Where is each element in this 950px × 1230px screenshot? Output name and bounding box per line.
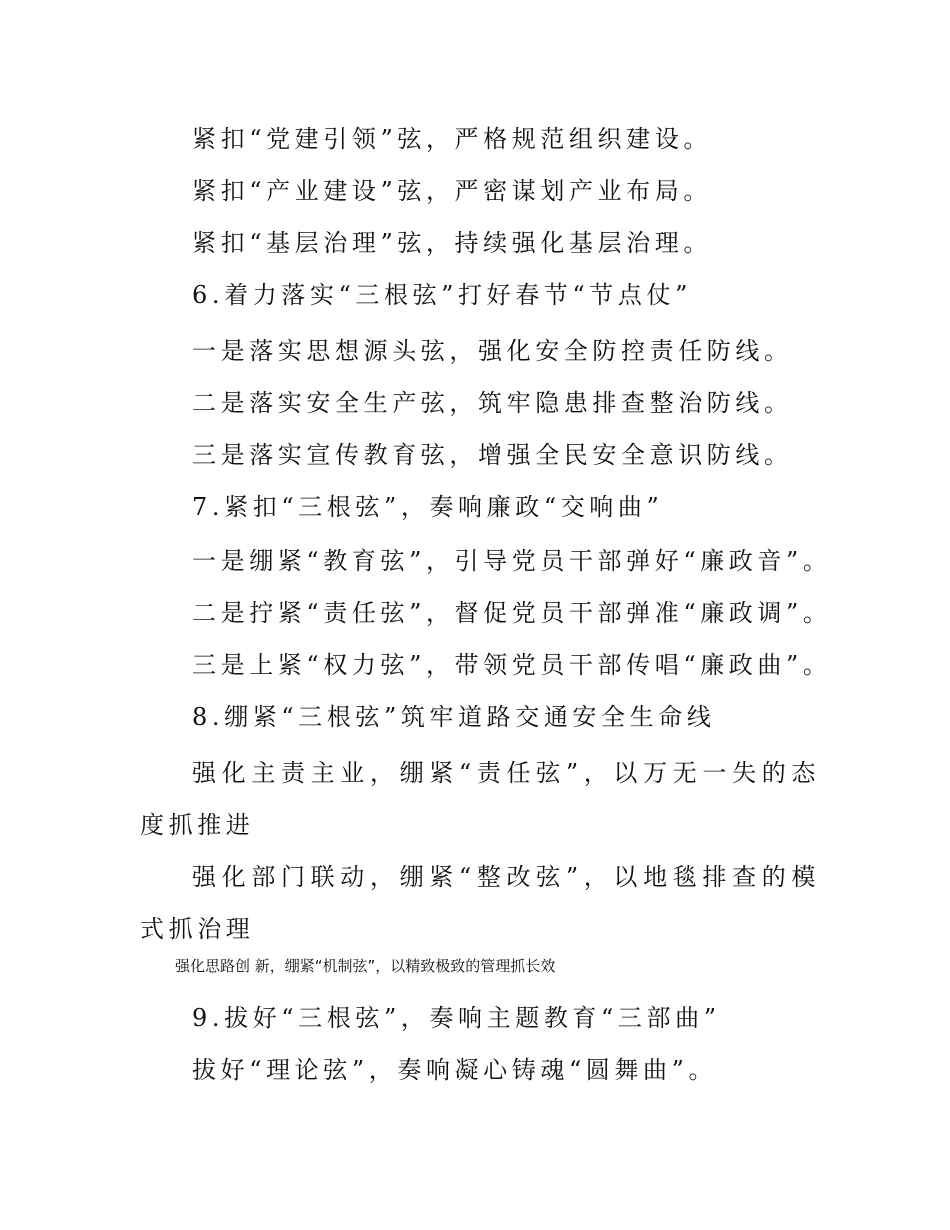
section-heading-6: 6.着力落实“三根弦”打好春节“节点仗” <box>192 281 692 309</box>
paragraph-line-3: 紧扣“基层治理”弦，持续强化基层治理。 <box>192 229 712 257</box>
wrapped-paragraph-2: 强化部门联动，绷紧“整改弦”，以地毯排查的模式抓治理 <box>140 863 820 943</box>
paragraph-line-5: 一是落实思想源头弦，强化安全防控责任防线。 <box>192 337 793 365</box>
section-heading-7: 7.紧扣“三根弦”，奏响廉政“交响曲” <box>192 493 664 521</box>
paragraph-line-6: 二是落实安全生产弦，筑牢隐患排查整治防线。 <box>192 389 793 417</box>
paragraph-line-1: 紧扣“党建引领”弦，严格规范组织建设。 <box>192 125 712 153</box>
paragraph-line-last: 拔好“理论弦”，奏响凝心铸魂“圆舞曲”。 <box>192 1056 718 1084</box>
paragraph-line-11: 三是上紧“权力弦”，带领党员干部传唱“廉政曲”。 <box>192 651 832 679</box>
section-heading-9: 9.拔好“三根弦”，奏响主题教育“三部曲” <box>192 1004 721 1032</box>
small-text-line: 强化思路创 新，绷紧“机制弦”，以精致极致的管理抓长效 <box>175 957 556 975</box>
paragraph-line-10: 二是拧紧“责任弦”，督促党员干部弹准“廉政调”。 <box>192 599 832 627</box>
paragraph-line-7: 三是落实宣传教育弦，增强全民安全意识防线。 <box>192 441 793 469</box>
wrapped-paragraph-1: 强化主责主业，绷紧“责任弦”，以万无一失的态度抓推进 <box>140 759 820 839</box>
paragraph-line-9: 一是绷紧“教育弦”，引导党员干部弹好“廉政音”。 <box>192 547 832 575</box>
paragraph-line-2: 紧扣“产业建设”弦，严密谋划产业布局。 <box>192 177 712 205</box>
section-heading-8: 8.绷紧“三根弦”筑牢道路交通安全生命线 <box>192 703 716 731</box>
